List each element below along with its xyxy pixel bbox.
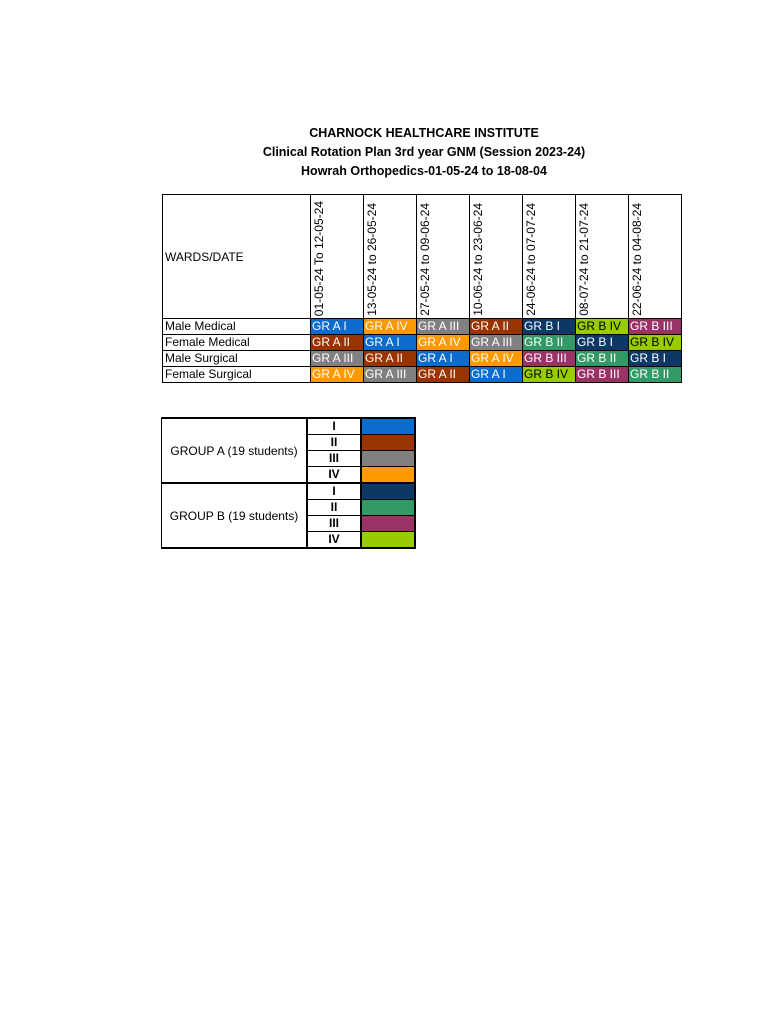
- date-cell: [364, 195, 417, 319]
- group-cell: GR B III: [523, 351, 576, 367]
- ward-row: [163, 351, 682, 367]
- group-cell: GR B IV: [523, 367, 576, 383]
- group-b-label: GROUP B (19 students): [162, 483, 308, 548]
- date-label: 22-06-24 to 04-08-24: [630, 203, 644, 316]
- group-cell: GR A II: [364, 351, 417, 367]
- color-swatch: [361, 483, 415, 500]
- group-cell: GR B II: [629, 367, 682, 383]
- date-label: 24-06-24 to 07-07-24: [524, 203, 538, 316]
- group-cell: GR A II: [470, 319, 523, 335]
- group-cell: GR A II: [417, 367, 470, 383]
- wards-date-label: WARDS/DATE: [163, 195, 311, 319]
- color-swatch: [361, 500, 415, 516]
- ward-row: [163, 319, 682, 335]
- legend-row: [162, 418, 416, 435]
- rotation-table: [162, 194, 682, 383]
- group-cell: GR B I: [576, 335, 629, 351]
- group-cell: GR A III: [311, 351, 364, 367]
- group-cell: GR A I: [470, 367, 523, 383]
- group-numeral: III: [307, 451, 361, 467]
- group-numeral: I: [307, 418, 361, 435]
- group-cell: GR A IV: [364, 319, 417, 335]
- date-cell: [417, 195, 470, 319]
- date-cell: [523, 195, 576, 319]
- ward-name: Female Surgical: [163, 367, 311, 383]
- date-header-row: [163, 195, 682, 319]
- color-swatch: [361, 532, 415, 549]
- date-cell: [629, 195, 682, 319]
- group-cell: GR A III: [364, 367, 417, 383]
- color-swatch: [361, 418, 415, 435]
- group-cell: GR A II: [311, 335, 364, 351]
- group-cell: GR A I: [417, 351, 470, 367]
- document-header: [162, 124, 686, 181]
- date-label: 01-05-24 To 12-05-24: [312, 200, 326, 316]
- group-cell: GR B IV: [576, 319, 629, 335]
- group-cell: GR B III: [576, 367, 629, 383]
- date-cell: [470, 195, 523, 319]
- color-swatch: [361, 435, 415, 451]
- group-cell: GR B IV: [629, 335, 682, 351]
- date-label: 13-05-24 to 26-05-24: [365, 203, 379, 316]
- date-label: 27-05-24 to 09-06-24: [418, 203, 432, 316]
- ward-row: [163, 335, 682, 351]
- group-cell: GR A I: [311, 319, 364, 335]
- site-title: Howrah Orthopedics-01-05-24 to 18-08-04: [301, 164, 547, 178]
- group-numeral: II: [307, 435, 361, 451]
- group-cell: GR A III: [470, 335, 523, 351]
- group-cell: GR B II: [523, 335, 576, 351]
- color-swatch: [361, 467, 415, 484]
- group-cell: GR B III: [629, 319, 682, 335]
- date-cell: [576, 195, 629, 319]
- date-label: 10-06-24 to 23-06-24: [471, 203, 485, 316]
- plan-title: Clinical Rotation Plan 3rd year GNM (Session 2023-24): [262, 145, 586, 159]
- group-cell: GR B I: [523, 319, 576, 335]
- group-numeral: IV: [307, 532, 361, 549]
- ward-name: Male Surgical: [163, 351, 311, 367]
- date-cell: [311, 195, 364, 319]
- group-cell: GR A IV: [470, 351, 523, 367]
- group-cell: GR A I: [364, 335, 417, 351]
- legend-row: [162, 483, 416, 500]
- ward-row: [163, 367, 682, 383]
- ward-name: Female Medical: [163, 335, 311, 351]
- group-cell: GR B II: [576, 351, 629, 367]
- ward-name: Male Medical: [163, 319, 311, 335]
- date-label: 08-07-24 to 21-07-24: [577, 203, 591, 316]
- group-cell: GR A IV: [311, 367, 364, 383]
- group-legend: [161, 417, 416, 549]
- group-numeral: III: [307, 516, 361, 532]
- group-numeral: I: [307, 483, 361, 500]
- group-numeral: IV: [307, 467, 361, 484]
- group-cell: GR A III: [417, 319, 470, 335]
- color-swatch: [361, 516, 415, 532]
- group-cell: GR B I: [629, 351, 682, 367]
- group-cell: GR A IV: [417, 335, 470, 351]
- color-swatch: [361, 451, 415, 467]
- group-numeral: II: [307, 500, 361, 516]
- group-a-label: GROUP A (19 students): [162, 418, 308, 483]
- institute-title: CHARNOCK HEALTHCARE INSTITUTE: [309, 126, 539, 140]
